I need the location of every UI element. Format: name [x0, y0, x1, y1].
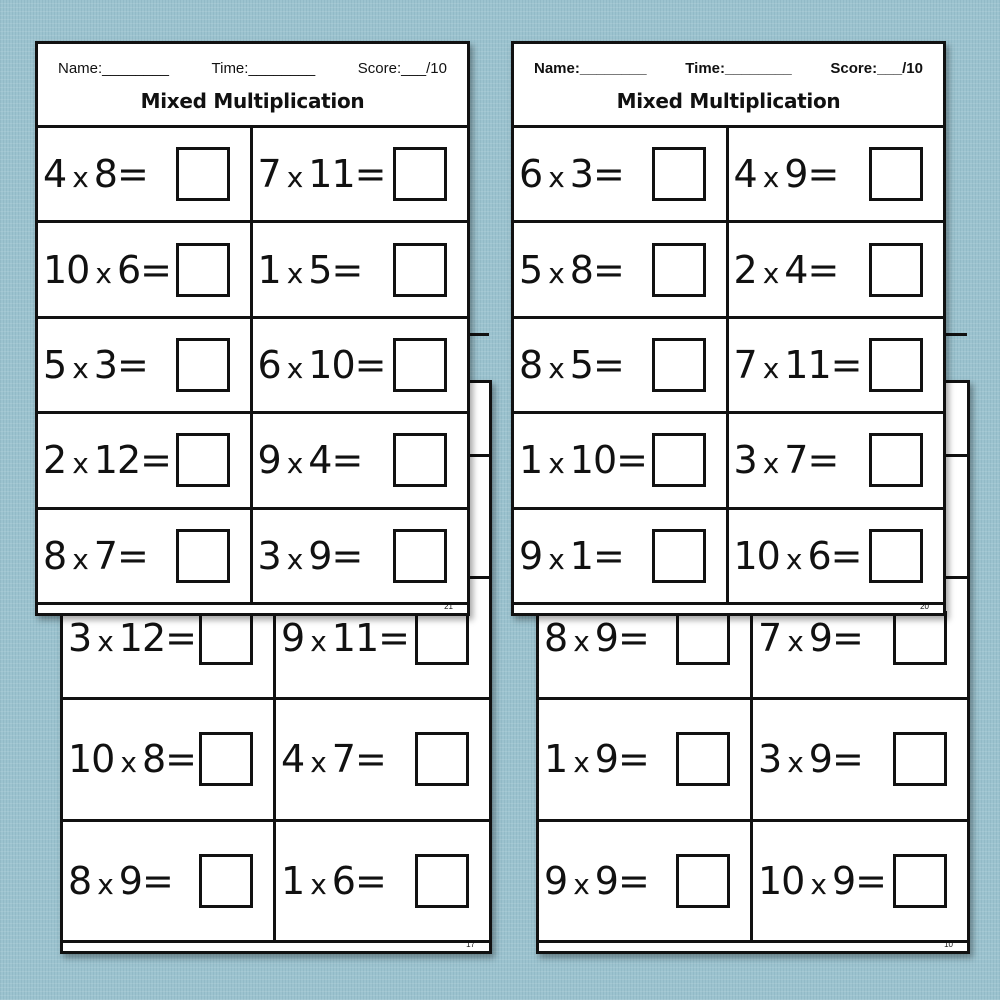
- factor-b: 12: [118, 615, 166, 660]
- problem-cell: [38, 128, 253, 223]
- equals-sign: =: [617, 615, 649, 660]
- multiplication-problem: [281, 859, 386, 903]
- factor-b: 5: [569, 342, 593, 387]
- answer-box[interactable]: [869, 243, 923, 297]
- problem-cell: [38, 223, 253, 318]
- answer-box[interactable]: [176, 147, 230, 201]
- equals-sign: =: [354, 737, 386, 782]
- multiplication-problem: [68, 859, 173, 903]
- score-field: Score:___/10: [830, 60, 923, 77]
- factor-b: 3: [93, 342, 117, 387]
- answer-box[interactable]: [393, 338, 447, 392]
- equals-sign: =: [617, 737, 649, 782]
- factor-b: 9: [808, 615, 832, 660]
- equals-sign: =: [354, 342, 386, 387]
- times-sign: x: [97, 867, 113, 901]
- times-sign: x: [548, 161, 564, 195]
- times-sign: x: [548, 447, 564, 481]
- answer-box[interactable]: [393, 433, 447, 487]
- problem-cell: [63, 822, 276, 943]
- multiplication-problem: [544, 616, 649, 660]
- answer-box[interactable]: [676, 611, 730, 665]
- page-number: 21: [444, 602, 453, 611]
- times-sign: x: [762, 351, 779, 385]
- problem-cell: [729, 510, 944, 605]
- answer-box[interactable]: [893, 732, 947, 786]
- problem-cell: [753, 700, 967, 821]
- factor-a: 1: [257, 247, 281, 292]
- factor-a: 5: [519, 247, 543, 292]
- factor-a: 1: [281, 858, 305, 903]
- multiplication-problem: [258, 534, 363, 578]
- answer-box[interactable]: [415, 732, 469, 786]
- factor-a: 1: [544, 737, 568, 782]
- answer-box[interactable]: [199, 611, 253, 665]
- factor-a: 8: [68, 858, 92, 903]
- times-sign: x: [286, 447, 303, 481]
- equals-sign: =: [331, 247, 363, 292]
- factor-a: 9: [281, 615, 305, 660]
- multiplication-problem: [68, 737, 196, 781]
- factor-a: 4: [733, 152, 757, 197]
- multiplication-problem: [544, 859, 649, 903]
- problem-cell: [729, 223, 944, 318]
- multiplication-problem: [519, 343, 624, 387]
- factor-b: 4: [308, 438, 332, 483]
- multiplication-problem: [43, 343, 148, 387]
- equals-sign: =: [617, 858, 649, 903]
- factor-a: 10: [758, 858, 805, 903]
- multiplication-problem: [758, 616, 863, 660]
- equals-sign: =: [592, 342, 624, 387]
- multiplication-problem: [734, 248, 839, 292]
- multiplication-problem: [519, 438, 647, 482]
- worksheet-front-left: [35, 41, 470, 616]
- times-sign: x: [762, 161, 779, 195]
- times-sign: x: [72, 161, 88, 195]
- times-sign: x: [787, 624, 803, 658]
- equals-sign: =: [592, 247, 624, 292]
- multiplication-problem: [544, 737, 649, 781]
- answer-box[interactable]: [199, 732, 253, 786]
- problem-cell: [514, 414, 729, 509]
- multiplication-problem: [68, 616, 196, 660]
- factor-b: 9: [808, 737, 832, 782]
- multiplication-problem: [258, 438, 363, 482]
- equals-sign: =: [830, 342, 862, 387]
- equals-sign: =: [116, 342, 148, 387]
- factor-a: 7: [758, 615, 782, 660]
- multiplication-problem: [281, 737, 386, 781]
- factor-a: 10: [43, 247, 90, 292]
- answer-box[interactable]: [676, 854, 730, 908]
- page-number: 20: [920, 602, 929, 611]
- answer-box[interactable]: [869, 529, 923, 583]
- times-sign: x: [573, 624, 589, 658]
- factor-a: 7: [257, 152, 281, 197]
- times-sign: x: [810, 867, 826, 901]
- answer-box[interactable]: [652, 433, 706, 487]
- factor-b: 9: [594, 858, 618, 903]
- factor-b: 6: [116, 247, 141, 292]
- factor-b: 9: [784, 152, 808, 197]
- problem-cell: [276, 822, 489, 943]
- multiplication-problem: [734, 152, 839, 196]
- factor-a: 9: [519, 533, 543, 578]
- problem-cell: [253, 510, 468, 605]
- factor-a: 3: [68, 615, 92, 660]
- factor-a: 10: [733, 533, 780, 578]
- multiplication-problem: [734, 438, 839, 482]
- equals-sign: =: [378, 615, 409, 660]
- answer-box[interactable]: [393, 147, 447, 201]
- problem-cell: [253, 223, 468, 318]
- equals-sign: =: [331, 533, 363, 578]
- times-sign: x: [72, 351, 88, 385]
- equals-sign: =: [855, 858, 886, 903]
- factor-b: 9: [594, 737, 618, 782]
- worksheet-header: [58, 60, 447, 80]
- times-sign: x: [120, 746, 136, 780]
- factor-a: 7: [733, 342, 757, 387]
- problem-cell: [253, 414, 468, 509]
- factor-a: 3: [257, 533, 281, 578]
- equals-sign: =: [116, 152, 148, 197]
- times-sign: x: [310, 746, 326, 780]
- worksheet-title: Mixed Multiplication: [616, 89, 841, 113]
- answer-box[interactable]: [869, 433, 923, 487]
- time-field: Time:________: [211, 60, 316, 77]
- equals-sign: =: [140, 438, 171, 483]
- answer-box[interactable]: [415, 854, 469, 908]
- problem-grid: [38, 125, 467, 605]
- factor-a: 8: [519, 342, 543, 387]
- factor-a: 8: [43, 533, 67, 578]
- factor-b: 6: [331, 858, 355, 903]
- equals-sign: =: [807, 438, 839, 483]
- factor-a: 6: [519, 152, 543, 197]
- times-sign: x: [72, 447, 88, 481]
- equals-sign: =: [354, 152, 386, 197]
- factor-a: 4: [281, 737, 305, 782]
- factor-a: 6: [257, 342, 281, 387]
- factor-a: 1: [519, 438, 543, 483]
- times-sign: x: [785, 542, 802, 576]
- equals-sign: =: [592, 533, 624, 578]
- factor-b: 1: [569, 533, 593, 578]
- equals-sign: =: [831, 737, 863, 782]
- factor-b: 9: [594, 615, 618, 660]
- answer-box[interactable]: [893, 854, 947, 908]
- answer-box[interactable]: [176, 433, 230, 487]
- equals-sign: =: [331, 438, 363, 483]
- answer-box[interactable]: [199, 854, 253, 908]
- factor-b: 11: [308, 152, 355, 197]
- times-sign: x: [787, 746, 803, 780]
- answer-box[interactable]: [176, 529, 230, 583]
- worksheet-title: Mixed Multiplication: [140, 89, 365, 113]
- factor-b: 10: [569, 438, 617, 483]
- equals-sign: =: [354, 858, 386, 903]
- equals-sign: =: [141, 858, 173, 903]
- factor-b: 7: [331, 737, 355, 782]
- times-sign: x: [286, 161, 303, 195]
- answer-box[interactable]: [415, 611, 469, 665]
- equals-sign: =: [140, 247, 171, 292]
- times-sign: x: [310, 624, 326, 658]
- factor-a: 2: [43, 438, 67, 483]
- multiplication-problem: [43, 248, 171, 292]
- multiplication-problem: [43, 152, 148, 196]
- multiplication-problem: [758, 737, 863, 781]
- factor-a: 2: [733, 247, 757, 292]
- problem-cell: [514, 510, 729, 605]
- answer-box[interactable]: [869, 338, 923, 392]
- problem-cell: [38, 319, 253, 414]
- factor-a: 5: [43, 342, 67, 387]
- times-sign: x: [762, 447, 779, 481]
- factor-b: 8: [569, 247, 593, 292]
- answer-box[interactable]: [176, 243, 230, 297]
- times-sign: x: [310, 867, 326, 901]
- factor-b: 4: [784, 247, 808, 292]
- answer-box[interactable]: [893, 611, 947, 665]
- multiplication-problem: [43, 438, 171, 482]
- problem-cell: [38, 510, 253, 605]
- factor-b: 5: [308, 247, 332, 292]
- equals-sign: =: [592, 152, 624, 197]
- factor-b: 12: [93, 438, 141, 483]
- factor-b: 6: [807, 533, 831, 578]
- times-sign: x: [72, 542, 88, 576]
- times-sign: x: [95, 256, 111, 290]
- multiplication-problem: [43, 534, 148, 578]
- problem-cell: [38, 414, 253, 509]
- factor-b: 10: [308, 342, 355, 387]
- times-sign: x: [573, 867, 589, 901]
- factor-b: 3: [569, 152, 593, 197]
- factor-a: 8: [544, 615, 568, 660]
- times-sign: x: [573, 746, 589, 780]
- name-field: Name:________: [58, 60, 169, 77]
- page-number: 17: [466, 940, 475, 949]
- factor-b: 9: [831, 858, 856, 903]
- problem-cell: [753, 822, 967, 943]
- page-number: 10: [944, 940, 953, 949]
- times-sign: x: [286, 542, 303, 576]
- times-sign: x: [286, 351, 303, 385]
- multiplication-problem: [258, 248, 363, 292]
- answer-box[interactable]: [652, 243, 706, 297]
- equals-sign: =: [831, 615, 863, 660]
- multiplication-problem: [519, 248, 624, 292]
- multiplication-problem: [258, 152, 386, 196]
- answer-box[interactable]: [652, 147, 706, 201]
- factor-a: 3: [758, 737, 782, 782]
- problem-cell: [253, 128, 468, 223]
- factor-a: 10: [68, 737, 115, 782]
- factor-a: 9: [544, 858, 568, 903]
- multiplication-problem: [519, 534, 624, 578]
- factor-a: 4: [43, 152, 67, 197]
- equals-sign: =: [830, 533, 862, 578]
- name-field: Name:________: [534, 60, 647, 77]
- problem-cell: [539, 700, 753, 821]
- equals-sign: =: [165, 737, 196, 782]
- answer-box[interactable]: [652, 338, 706, 392]
- answer-box[interactable]: [869, 147, 923, 201]
- factor-b: 8: [141, 737, 166, 782]
- problem-cell: [539, 822, 753, 943]
- answer-box[interactable]: [676, 732, 730, 786]
- multiplication-problem: [734, 534, 862, 578]
- times-sign: x: [548, 351, 564, 385]
- equals-sign: =: [807, 247, 839, 292]
- times-sign: x: [762, 256, 779, 290]
- factor-b: 9: [308, 533, 332, 578]
- multiplication-problem: [258, 343, 386, 387]
- score-field: Score:___/10: [357, 60, 447, 77]
- problem-cell: [514, 319, 729, 414]
- times-sign: x: [548, 542, 564, 576]
- factor-b: 9: [118, 858, 142, 903]
- factor-b: 8: [93, 152, 117, 197]
- problem-cell: [729, 128, 944, 223]
- problem-cell: [253, 319, 468, 414]
- multiplication-problem: [734, 343, 862, 387]
- answer-box[interactable]: [176, 338, 230, 392]
- worksheet-header: [534, 60, 923, 80]
- worksheet-front-right: [511, 41, 946, 616]
- times-sign: x: [548, 256, 564, 290]
- problem-cell: [729, 319, 944, 414]
- equals-sign: =: [616, 438, 647, 483]
- factor-b: 7: [784, 438, 808, 483]
- factor-b: 7: [93, 533, 117, 578]
- equals-sign: =: [165, 615, 196, 660]
- multiplication-problem: [519, 152, 624, 196]
- equals-sign: =: [807, 152, 839, 197]
- answer-box[interactable]: [652, 529, 706, 583]
- equals-sign: =: [116, 533, 148, 578]
- answer-box[interactable]: [393, 529, 447, 583]
- problem-cell: [63, 700, 276, 821]
- answer-box[interactable]: [393, 243, 447, 297]
- problem-cell: [276, 700, 489, 821]
- problem-cell: [514, 223, 729, 318]
- problem-cell: [514, 128, 729, 223]
- multiplication-problem: [758, 859, 886, 903]
- factor-a: 3: [733, 438, 757, 483]
- factor-a: 9: [257, 438, 281, 483]
- times-sign: x: [286, 256, 303, 290]
- times-sign: x: [97, 624, 113, 658]
- factor-b: 11: [784, 342, 831, 387]
- time-field: Time:________: [685, 60, 792, 77]
- multiplication-problem: [281, 616, 409, 660]
- factor-b: 11: [331, 615, 379, 660]
- problem-cell: [729, 414, 944, 509]
- problem-grid: [514, 125, 943, 605]
